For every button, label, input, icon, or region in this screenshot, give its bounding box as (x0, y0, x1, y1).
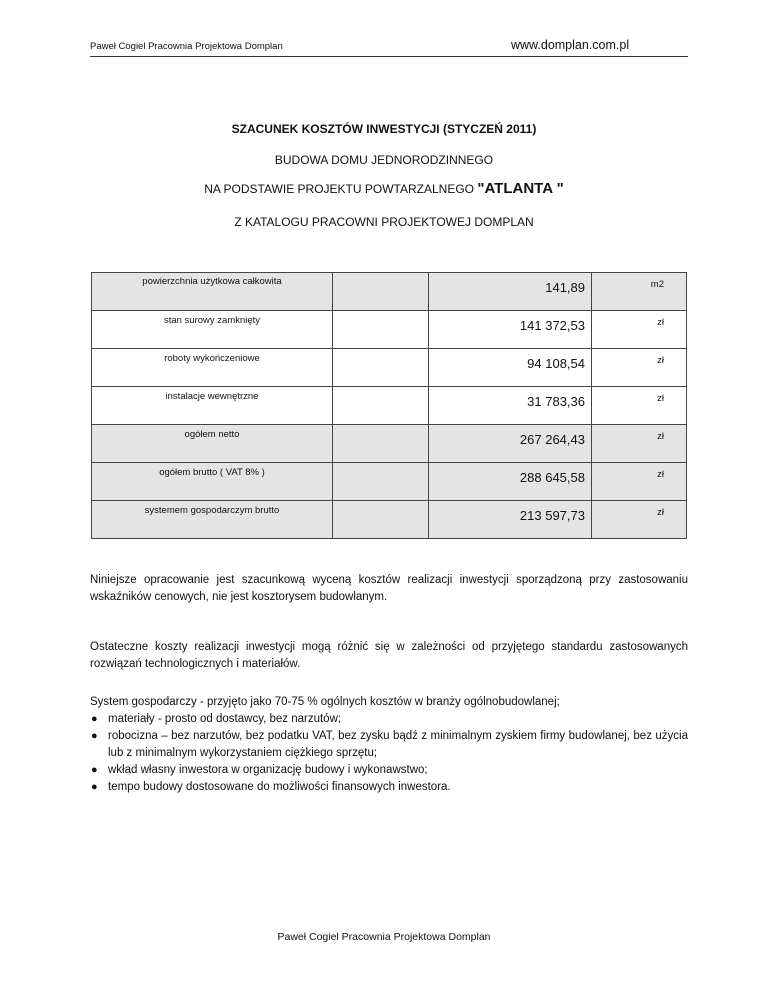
table-row (92, 463, 687, 501)
row-value: 141 372,53 (429, 311, 592, 349)
row-unit: zł (592, 349, 687, 387)
header-left-text: Paweł Cogiel Pracownia Projektowa Domplan (90, 41, 283, 52)
row-unit: zł (592, 387, 687, 425)
disclaimer-paragraph: Niniejsze opracowanie jest szacunkową wyceną kosztów realizacji inwestycji sporządzoną przy zastosowaniu wskaźników cenowych, nie jest kosztorysem budowlanym. (90, 574, 688, 603)
header-divider (90, 56, 688, 57)
row-value: 288 645,58 (429, 463, 592, 501)
row-empty-cell (333, 273, 429, 311)
project-name: "ATLANTA " (477, 180, 564, 197)
row-label: ogółem netto (92, 425, 333, 463)
subtitle-building-type: BUDOWA DOMU JEDNORODZINNEGO (274, 153, 494, 167)
row-label: stan surowy zamknięty (92, 311, 333, 349)
footer-text: Paweł Cogiel Pracownia Projektowa Domplan (277, 931, 491, 943)
table-row (92, 501, 687, 539)
row-label: systemem gospodarczym brutto (92, 501, 333, 539)
list-item: ● wkład własny inwestora w organizację budowy i wykonawstwo; (108, 762, 688, 779)
row-unit: zł (592, 311, 687, 349)
table-row (92, 387, 687, 425)
row-value: 267 264,43 (429, 425, 592, 463)
cost-variation-paragraph: Ostateczne koszty realizacji inwestycji mogą różnić się w zależności od przyjętego standardu zastosowanych rozwiązań technologicznych i materiałów. (90, 641, 688, 670)
row-empty-cell (333, 311, 429, 349)
bullet-icon: ● (91, 730, 98, 742)
table-row (92, 311, 687, 349)
row-value: 141,89 (429, 273, 592, 311)
subtitle-catalog: Z KATALOGU PRACOWNI PROJEKTOWEJ DOMPLAN (234, 215, 534, 229)
row-value: 94 108,54 (429, 349, 592, 387)
row-unit: zł (592, 425, 687, 463)
list-item: ● materiały - prosto od dostawcy, bez narzutów; (108, 711, 688, 728)
table-row (92, 273, 687, 311)
table-row (92, 349, 687, 387)
subtitle-project-prefix: NA PODSTAWIE PROJEKTU POWTARZALNEGO (204, 182, 478, 196)
row-empty-cell (333, 349, 429, 387)
row-label: instalacje wewnętrzne (92, 387, 333, 425)
row-unit: m2 (592, 273, 687, 311)
row-empty-cell (333, 463, 429, 501)
economic-system-section (90, 694, 688, 796)
bullet-icon: ● (91, 713, 98, 725)
cost-table (91, 272, 687, 539)
row-label: roboty wykończeniowe (92, 349, 333, 387)
assumptions-list (90, 711, 688, 796)
row-empty-cell (333, 425, 429, 463)
bullet-icon: ● (91, 781, 98, 793)
row-unit: zł (592, 501, 687, 539)
header-website: www.domplan.com.pl (511, 38, 630, 52)
document-title: SZACUNEK KOSZTÓW INWESTYCJI (STYCZEŃ 2011) (231, 122, 537, 136)
row-label: powierzchnia użytkowa całkowita (92, 273, 333, 311)
row-empty-cell (333, 501, 429, 539)
row-value: 213 597,73 (429, 501, 592, 539)
subtitle-project (0, 180, 768, 197)
list-item: ● robocizna – bez narzutów, bez podatku VAT, bez zysku bądź z minimalnym zyskiem firmy budowlanej, bez użycia lub z minimalnym wykorzystaniem ciężkiego sprzętu; (91, 730, 688, 759)
list-item: ● tempo budowy dostosowane do możliwości finansowych inwestora. (108, 779, 688, 796)
row-empty-cell (333, 387, 429, 425)
row-label: ogółem brutto ( VAT 8% ) (92, 463, 333, 501)
row-unit: zł (592, 463, 687, 501)
row-value: 31 783,36 (429, 387, 592, 425)
bullet-icon: ● (91, 764, 98, 776)
economic-system-intro: System gospodarczy - przyjęto jako 70-75 % ogólnych kosztów w branży ogólnobudowlanej; (90, 696, 560, 708)
table-row (92, 425, 687, 463)
